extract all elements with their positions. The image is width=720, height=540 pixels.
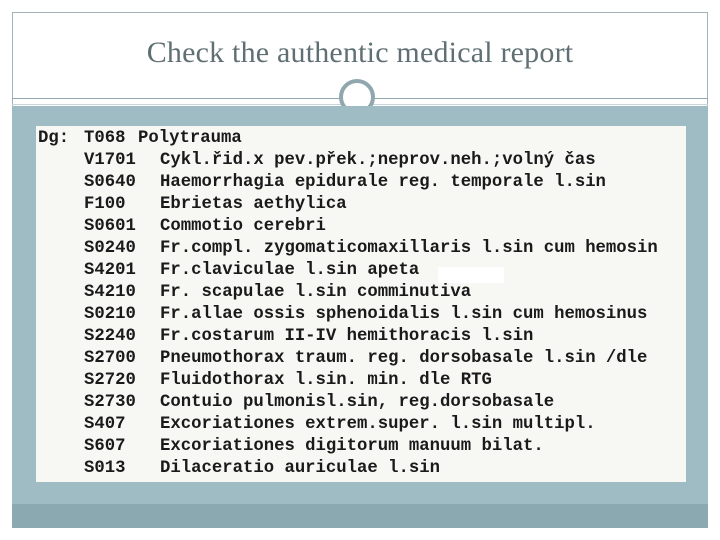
diagnosis-description: Fr.allae ossis sphenoidalis l.sin cum hemosinus: [160, 305, 648, 324]
bottom-bar: [12, 504, 708, 528]
diagnosis-code: V1701: [84, 151, 136, 170]
diagnosis-description: Haemorrhagia epidurale reg. temporale l.sin: [160, 173, 606, 192]
diagnosis-code: S2730: [84, 393, 136, 412]
diagnosis-description: Pneumothorax traum. reg. dorsobasale l.sin /dle: [160, 349, 648, 368]
diagnosis-description: Fluidothorax l.sin. min. dle RTG: [160, 371, 492, 390]
diagnosis-code: S0210: [84, 305, 136, 324]
diagnosis-description: Excoriationes digitorum manuum bilat.: [160, 437, 544, 456]
report-heading-prefix: Dg:: [38, 129, 70, 148]
diagnosis-code: S407: [84, 415, 126, 434]
diagnosis-code: S607: [84, 437, 126, 456]
diagnosis-description: Fr.compl. zygomaticomaxillaris l.sin cum hemosin: [160, 239, 658, 258]
diagnosis-code: S4201: [84, 261, 136, 280]
report-text: [36, 126, 686, 478]
diagnosis-code: S0601: [84, 217, 136, 236]
diagnosis-code: S2700: [84, 349, 136, 368]
diagnosis-code: S0240: [84, 239, 136, 258]
diagnosis-code: F100: [84, 195, 126, 214]
diagnosis-description: Cykl.řid.x pev.přek.;neprov.neh.;volný čas: [160, 151, 596, 170]
diagnosis-code: S2720: [84, 371, 136, 390]
slide-title: Check the authentic medical report: [146, 36, 574, 69]
diagnosis-description: Contuio pulmonisl.sin, reg.dorsobasale: [160, 393, 555, 412]
diagnosis-description: Fr.costarum II-IV hemithoracis l.sin: [160, 327, 534, 346]
diagnosis-description: Fr.claviculae l.sin apeta: [160, 261, 420, 280]
diagnosis-code: S2240: [84, 327, 136, 346]
diagnosis-description: Fr. scapulae l.sin comminutiva: [160, 283, 472, 302]
diagnosis-code: S013: [84, 459, 126, 478]
diagnosis-description: Excoriationes extrem.super. l.sin multipl.: [160, 415, 596, 434]
diagnosis-description: Ebrietas aethylica: [160, 195, 347, 214]
diagnosis-code: S0640: [84, 173, 136, 192]
diagnosis-description: Commotio cerebri: [160, 217, 326, 236]
report-heading-code: T068: [84, 129, 126, 148]
diagnosis-code: S4210: [84, 283, 136, 302]
diagnosis-description: Dilaceratio auriculae l.sin: [160, 459, 441, 478]
report-heading-text: Polytrauma: [138, 129, 242, 148]
redaction-patch: [438, 267, 504, 283]
scanned-report-image: [36, 126, 686, 482]
